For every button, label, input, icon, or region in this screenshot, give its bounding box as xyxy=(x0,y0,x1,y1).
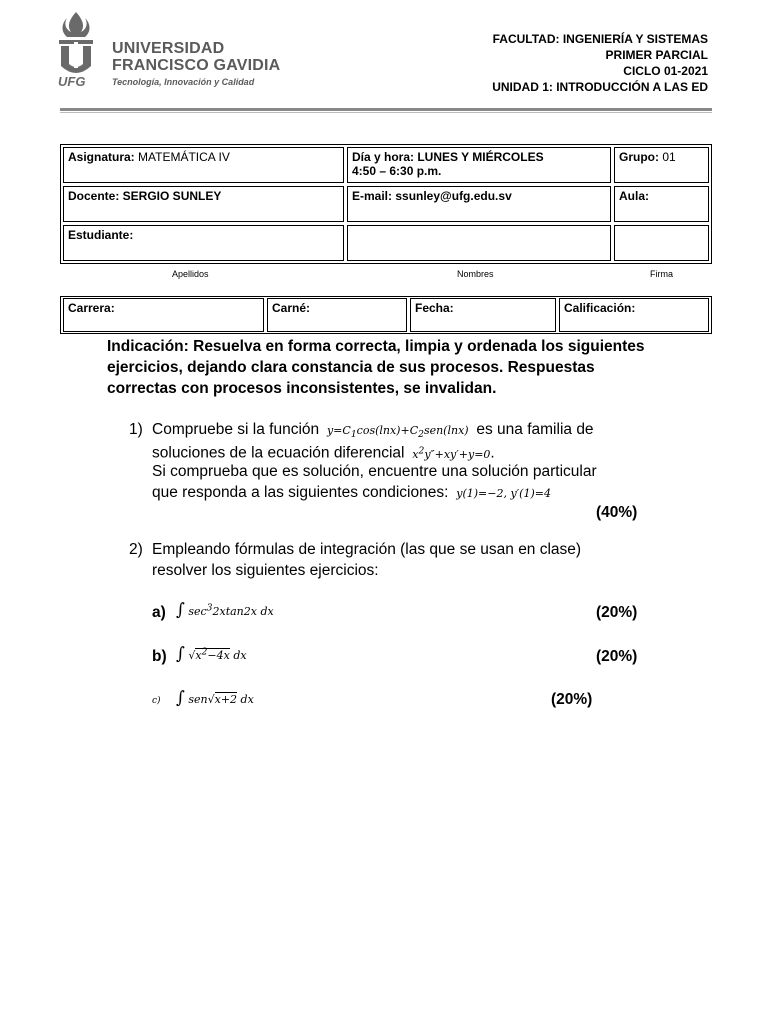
q1-percentage: (40%) xyxy=(596,504,638,521)
q1-line4-a: que responda a las siguientes condiciones: xyxy=(152,484,449,501)
asignatura-label: Asignatura: xyxy=(68,150,135,164)
q2c-integral: ∫ sen√x+2 dx xyxy=(176,688,254,708)
q2a-label: a) xyxy=(152,604,166,621)
estudiante-apellidos-cell[interactable] xyxy=(63,225,344,261)
grupo-label: Grupo: xyxy=(619,150,659,164)
q2b-percentage: (20%) xyxy=(596,648,638,665)
q2b-label: b) xyxy=(152,648,167,665)
header-unidad: UNIDAD 1: INTRODUCCIÓN A LAS ED xyxy=(492,80,708,94)
q1-line3: Si comprueba que es solución, encuentre una solución particular xyxy=(152,463,597,480)
calificacion-cell[interactable] xyxy=(559,298,709,332)
q2b-integral: ∫ $√x^2-4x$ dx xyxy=(176,644,247,664)
carrera-cell[interactable] xyxy=(63,298,264,332)
fecha-label: Fecha: xyxy=(415,301,454,315)
q1-line2-a: soluciones de la ecuación diferencial xyxy=(152,444,405,462)
caption-nombres: Nombres xyxy=(457,269,494,279)
estudiante-firma-cell[interactable] xyxy=(614,225,709,261)
q2-number: 2) xyxy=(129,541,143,558)
university-name-line1: UNIVERSIDAD xyxy=(112,40,225,57)
q2a-integral: ∫ $\sec^32xtan2x$ dx xyxy=(176,600,274,620)
header-parcial: PRIMER PARCIAL xyxy=(605,48,708,62)
q1-number: 1) xyxy=(129,421,143,438)
q1-ode-formula: $x^2y''+xy'+y=0$ xyxy=(408,445,491,461)
grupo-value: 01 xyxy=(662,150,676,164)
q1-conditions-formula: y(1)=−2, y′(1)=4 xyxy=(452,487,551,500)
dia-hora-cell xyxy=(347,147,611,183)
email-cell xyxy=(347,186,611,222)
caption-firma: Firma xyxy=(650,269,673,279)
q2-line2: resolver los siguientes ejercicios: xyxy=(152,562,379,579)
q2-line1: Empleando fórmulas de integración (las que se usan en clase) xyxy=(152,541,582,558)
header-divider xyxy=(60,108,712,111)
header-facultad: FACULTAD: INGENIERÍA Y SISTEMAS xyxy=(492,32,708,46)
header-ciclo: CICLO 01-2021 xyxy=(623,64,708,78)
university-name-line2: FRANCISCO GAVIDIA xyxy=(112,57,281,74)
university-tagline: Tecnología, Innovación y Calidad xyxy=(112,77,255,87)
docente-cell xyxy=(63,186,344,222)
q2c-label: c) xyxy=(152,696,161,706)
q1-function-formula: $y=C_1\cos(\ln x)+C_2sen(\ln x)$ xyxy=(323,424,473,441)
aula-label: Aula: xyxy=(619,189,649,203)
asignatura-value: MATEMÁTICA IV xyxy=(138,150,230,164)
dia-hora-value: 4:50 – 6:30 p.m. xyxy=(352,164,442,178)
grupo-cell xyxy=(614,147,709,183)
asignatura-cell xyxy=(63,147,344,183)
caption-apellidos: Apellidos xyxy=(172,269,209,279)
q1-line1-a: Compruebe si la función xyxy=(152,421,320,438)
carne-cell[interactable] xyxy=(267,298,407,332)
docente-label: Docente: SERGIO SUNLEY xyxy=(68,189,222,203)
estudiante-nombres-cell[interactable] xyxy=(347,225,611,261)
dia-hora-label: Día y hora: LUNES Y MIÉRCOLES xyxy=(352,150,544,164)
q1-line2: soluciones de la ecuación diferencial $x^2y''+xy'+y=0$. xyxy=(152,444,495,462)
header-divider-thin xyxy=(60,112,712,113)
indicacion-text: Indicación: Resuelva en forma correcta, limpia y ordenada los siguientes ejercicios, dejando clara constancia de sus procesos. Respuestas correctas con procesos inconsistentes, se invalidan. xyxy=(107,338,645,397)
email-label: E-mail: ssunley@ufg.edu.sv xyxy=(352,189,512,203)
q1-line4 xyxy=(152,482,551,504)
logo-ufg-text: UFG xyxy=(58,74,86,89)
carne-label: Carné: xyxy=(272,301,311,315)
calificacion-label: Calificación: xyxy=(564,301,636,315)
carrera-label: Carrera: xyxy=(68,301,115,315)
q1-line1-b: es una familia de xyxy=(476,421,594,438)
estudiante-label: Estudiante: xyxy=(68,228,134,242)
q2c-percentage: (20%) xyxy=(551,691,593,708)
q2a-percentage: (20%) xyxy=(596,604,638,621)
aula-cell xyxy=(614,186,709,222)
fecha-cell[interactable] xyxy=(410,298,556,332)
